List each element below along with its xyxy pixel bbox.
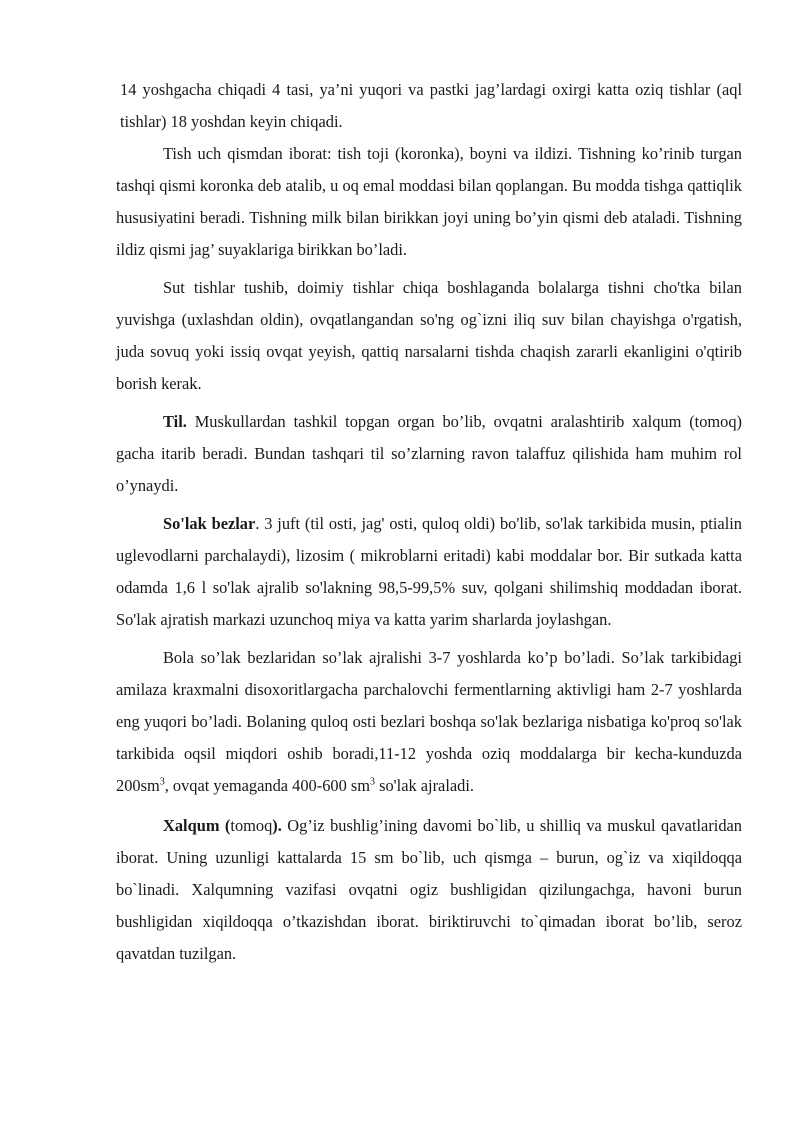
paragraph-text: Bola so’lak bezlaridan so’lak ajralishi 3-7 yoshlarda ko’p bo’ladi. So’lak tarkibidagi amilaza kraxmalni disoxoritlargacha parchalovchi fermentlarning aktivligi ham 2-7 yoshlarda eng yuqori bo’ladi. Bolaning quloq osti bezlari boshqa so'lak bezlariga nisbatiga ko'proq so'lak tarkibida oqsil miqdori oshib boradi,11-12 yoshda oziq moddalarga bir kecha-kunduzda 200sm <box>116 648 742 795</box>
section-heading-pharynx-end: ). <box>272 816 282 835</box>
paragraph-text: Muskullardan tashkil topgan organ bo’lib, ovqatni aralashtirib xalqum (tomoq) gacha itarib beradi. Bundan tashqari til so’zlarning ravon talaffuz qilishida ham muhim rol o’ynaydi. <box>116 412 742 495</box>
superscript: 3 <box>370 776 376 788</box>
document-body <box>116 74 742 970</box>
paragraph-text: . 3 juft (til osti, jag' osti, quloq oldi) bo'lib, so'lak tarkibida musin, ptialin uglevodlarni parchalaydi), lizosim ( mikroblarni eritadi) kabi moddalar bor. Bir sutkada katta odamda 1,6 l so'lak ajralib so'lakning 98,5-99,5% suv, qolgani shilimshiq moddadan iborat. So'lak ajratish markazi uzunchoq miya va katta yarim sharlarda joylashgan. <box>116 514 742 629</box>
paragraph-child-saliva <box>116 642 742 802</box>
paragraph-text: 14 yoshgacha chiqadi 4 tasi, ya’ni yuqori va pastki jag’lardagi oxirgi katta oziq tishlar (aql tishlar) 18 yoshdan keyin chiqadi. <box>120 80 742 131</box>
section-heading-salivary-glands: So'lak bezlar <box>163 514 256 533</box>
paragraph-text: Tish uch qismdan iborat: tish toji (koronka), boyni va ildizi. Tishning ko’rinib turgan tashqi qismi koronka deb atalib, u oq emal moddasi bilan qoplangan. Bu modda tishga qattiqlik hususiyatini beradi. Tishning milk bilan birikkan joyi uning bo’yin qismi deb ataladi. Tishning ildiz qismi jag’ suyaklariga birikkan bo’ladi. <box>116 144 742 259</box>
paragraph-tooth-care <box>116 272 742 400</box>
section-heading-pharynx-normal: tomoq <box>230 816 273 835</box>
superscript: 3 <box>159 776 165 788</box>
paragraph-tongue <box>116 406 742 502</box>
paragraph-text: so'lak ajraladi. <box>375 776 474 795</box>
paragraph-text: Og’iz bushlig’ining davomi bo`lib, u shilliq va muskul qavatlaridan iborat. Uning uzunligi kattalarda 15 sm bo`lib, uch qismga – burun, og`iz va xiqildoqqa bo`linadi. Xalqumning vazifasi ovqatni ogiz bushligidan qizilungachga, havoni burun bushligidan xiqildoqqa o’tkazishdan iborat. biriktiruvchi to`qimadan iborat bo’lib, seroz qavatdan tuzilgan. <box>116 816 742 963</box>
section-heading-pharynx: Xalqum ( <box>163 816 231 835</box>
section-heading-tongue: Til. <box>163 412 187 431</box>
paragraph-text: Sut tishlar tushib, doimiy tishlar chiqa boshlaganda bolalarga tishni cho'tka bilan yuvishga (uxlashdan oldin), ovqatlangandan so'ng og`izni iliq suv bilan chayishga o'rgatish, juda sovuq yoki issiq ovqat yeyish, qattiq narsalarni tishda chaqish zararli ekanligini o'qtirib borish kerak. <box>116 278 742 393</box>
paragraph-salivary-glands <box>116 508 742 636</box>
paragraph-pharynx <box>116 810 742 970</box>
paragraph-text: , ovqat yemaganda 400-600 sm <box>164 776 371 795</box>
paragraph-tooth-structure <box>116 138 742 266</box>
paragraph-teeth-eruption <box>116 74 742 138</box>
